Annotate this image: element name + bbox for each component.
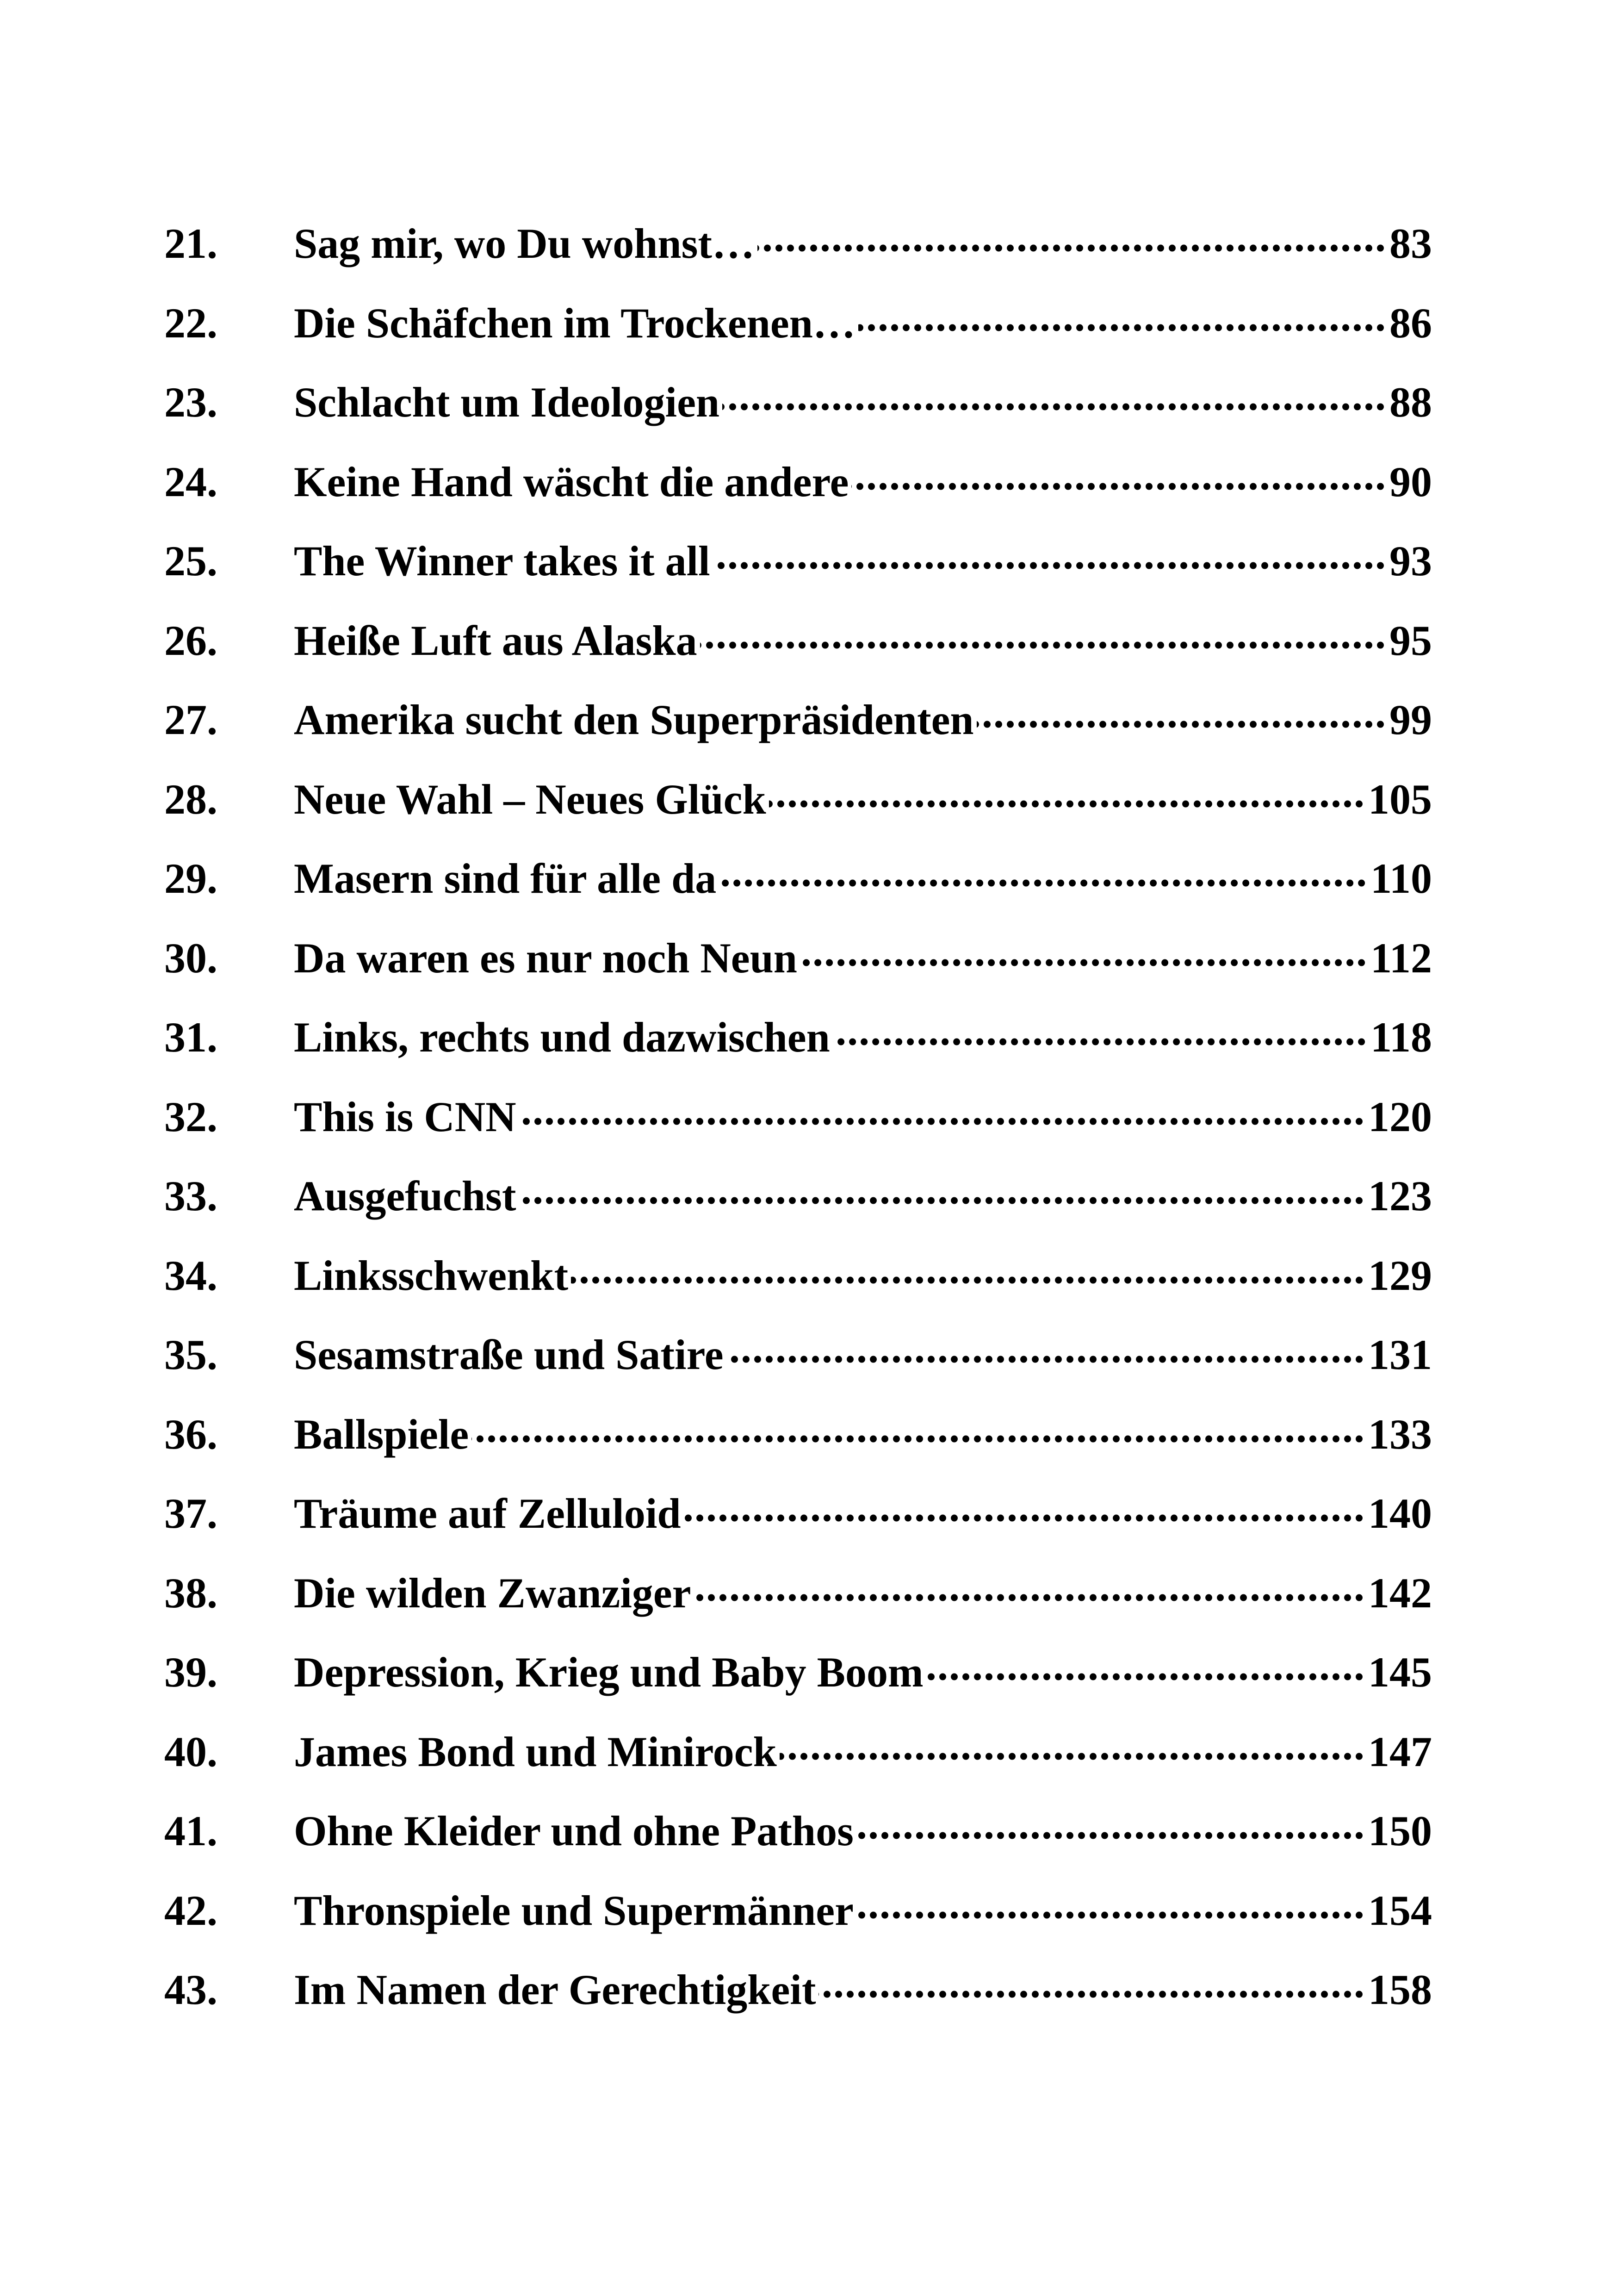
toc-entry <box>164 1803 1432 1882</box>
dot-leader <box>858 295 1387 337</box>
toc-entry-page: 110 <box>1370 855 1432 902</box>
toc-entry <box>164 1247 1432 1327</box>
toc-entry <box>164 454 1432 533</box>
toc-entry-title: Träume auf Zelluloid <box>294 1490 681 1537</box>
toc-entry-page: 118 <box>1370 1014 1432 1061</box>
dot-leader <box>571 1247 1365 1290</box>
toc-entry-title: Ohne Kleider und ohne Pathos <box>294 1807 854 1854</box>
toc-entry-number: 26. <box>164 616 217 664</box>
toc-entry-number: 23. <box>164 379 217 426</box>
dot-leader <box>818 1961 1365 2004</box>
dot-leader <box>833 1009 1368 1052</box>
toc-entry-title: Depression, Krieg und Baby Boom <box>294 1649 924 1696</box>
dot-leader <box>519 1168 1365 1210</box>
dot-leader <box>856 1882 1365 1925</box>
toc-entry-page: 150 <box>1368 1807 1432 1854</box>
toc-entry-number: 28. <box>164 775 217 823</box>
toc-entry-page: 154 <box>1368 1886 1432 1934</box>
toc-entry <box>164 930 1432 1009</box>
toc-entry <box>164 771 1432 851</box>
toc-entry <box>164 1406 1432 1486</box>
toc-entry <box>164 215 1432 295</box>
dot-leader <box>856 1803 1365 1845</box>
toc-entry-number: 27. <box>164 696 217 743</box>
toc-entry-page: 145 <box>1368 1649 1432 1696</box>
toc-entry <box>164 533 1432 612</box>
toc-entry-number: 37. <box>164 1490 217 1537</box>
dot-leader <box>769 771 1365 814</box>
dot-leader <box>694 1565 1365 1607</box>
dot-leader <box>726 1326 1365 1369</box>
toc-entry <box>164 295 1432 374</box>
toc-entry-title: Amerika sucht den Superpräsidenten <box>294 696 974 743</box>
toc-entry-number: 41. <box>164 1807 217 1854</box>
toc-entry <box>164 1168 1432 1247</box>
toc-entry-title: Masern sind für alle da <box>294 855 717 902</box>
dot-leader <box>800 930 1368 972</box>
toc-entry-title: Thronspiele und Supermänner <box>294 1886 854 1934</box>
toc-entry <box>164 1565 1432 1644</box>
toc-entry-page: 105 <box>1368 775 1432 823</box>
toc-entry-title: Links, rechts und dazwischen <box>294 1014 830 1061</box>
toc-entry <box>164 1644 1432 1724</box>
toc-entry-number: 21. <box>164 220 217 267</box>
toc-entry-number: 31. <box>164 1014 217 1061</box>
toc-entry <box>164 1882 1432 1962</box>
toc-entry-title: Sesamstraße und Satire <box>294 1331 724 1378</box>
toc-entry-title: Neue Wahl – Neues Glück <box>294 775 766 823</box>
toc-entry-page: 147 <box>1368 1728 1432 1775</box>
toc-entry-page: 86 <box>1389 299 1432 347</box>
toc-entry-page: 123 <box>1368 1172 1432 1220</box>
toc-entry-page: 90 <box>1389 458 1432 505</box>
toc-entry-number: 42. <box>164 1886 217 1934</box>
toc-entry-number: 33. <box>164 1172 217 1220</box>
toc-entry-number: 22. <box>164 299 217 347</box>
toc-entry-page: 158 <box>1368 1966 1432 2013</box>
dot-leader <box>851 454 1387 496</box>
toc-entry-title: Ausgefuchst <box>294 1172 516 1220</box>
toc-entry <box>164 1009 1432 1089</box>
toc-entry-page: 129 <box>1368 1251 1432 1299</box>
toc-entry-title: Sag mir, wo Du wohnst… <box>294 220 755 267</box>
toc-entry-title: Im Namen der Gerechtigkeit <box>294 1966 816 2013</box>
toc-entry-page: 131 <box>1368 1331 1432 1378</box>
toc-entry-page: 142 <box>1368 1569 1432 1617</box>
toc-entry <box>164 1724 1432 1803</box>
toc-entry-number: 40. <box>164 1728 217 1775</box>
dot-leader <box>977 691 1387 734</box>
toc-entry <box>164 691 1432 771</box>
toc-entry-number: 34. <box>164 1251 217 1299</box>
toc-entry-title: This is CNN <box>294 1093 516 1140</box>
dot-leader <box>713 533 1387 575</box>
toc-entry-page: 93 <box>1389 537 1432 585</box>
toc-entry <box>164 1326 1432 1406</box>
toc-entry-number: 39. <box>164 1649 217 1696</box>
toc-entry-page: 83 <box>1389 220 1432 267</box>
toc-entry <box>164 612 1432 692</box>
toc-entry-number: 32. <box>164 1093 217 1140</box>
dot-leader <box>757 215 1387 258</box>
dot-leader <box>780 1724 1365 1766</box>
toc-entry-page: 88 <box>1389 379 1432 426</box>
toc-entry-number: 38. <box>164 1569 217 1617</box>
toc-entry-title: Schlacht um Ideologien <box>294 379 720 426</box>
dot-leader <box>684 1485 1365 1528</box>
toc-entry <box>164 1961 1432 2041</box>
toc-entry-number: 25. <box>164 537 217 585</box>
toc-entry-title: Da waren es nur noch Neun <box>294 934 797 982</box>
toc-entry-title: Die wilden Zwanziger <box>294 1569 691 1617</box>
toc-entry-number: 29. <box>164 855 217 902</box>
toc-entry <box>164 850 1432 930</box>
toc-entry-page: 95 <box>1389 616 1432 664</box>
toc-entry-title: Keine Hand wäscht die andere <box>294 458 849 505</box>
toc-entry-number: 30. <box>164 934 217 982</box>
toc-entry-title: Die Schäfchen im Trockenen… <box>294 299 855 347</box>
toc-entry-number: 36. <box>164 1410 217 1458</box>
toc-entry-page: 99 <box>1389 696 1432 743</box>
toc-entry-number: 24. <box>164 458 217 505</box>
toc-entry-title: Linksschwenkt <box>294 1251 569 1299</box>
toc-entry-title: James Bond und Minirock <box>294 1728 777 1775</box>
toc-entry <box>164 1485 1432 1565</box>
toc-entry-number: 35. <box>164 1331 217 1378</box>
dot-leader <box>926 1644 1365 1686</box>
dot-leader <box>722 374 1387 417</box>
toc-entry-page: 112 <box>1370 934 1432 982</box>
toc-entry-title: Ballspiele <box>294 1410 469 1458</box>
dot-leader <box>519 1089 1365 1131</box>
dot-leader <box>471 1406 1365 1449</box>
table-of-contents <box>164 215 1432 2041</box>
toc-entry-page: 133 <box>1368 1410 1432 1458</box>
toc-entry <box>164 374 1432 454</box>
toc-entry-page: 120 <box>1368 1093 1432 1140</box>
dot-leader <box>719 850 1368 893</box>
toc-entry-title: Heiße Luft aus Alaska <box>294 616 697 664</box>
dot-leader <box>700 612 1387 655</box>
toc-entry-title: The Winner takes it all <box>294 537 710 585</box>
toc-entry <box>164 1089 1432 1168</box>
toc-entry-number: 43. <box>164 1966 217 2013</box>
toc-entry-page: 140 <box>1368 1490 1432 1537</box>
